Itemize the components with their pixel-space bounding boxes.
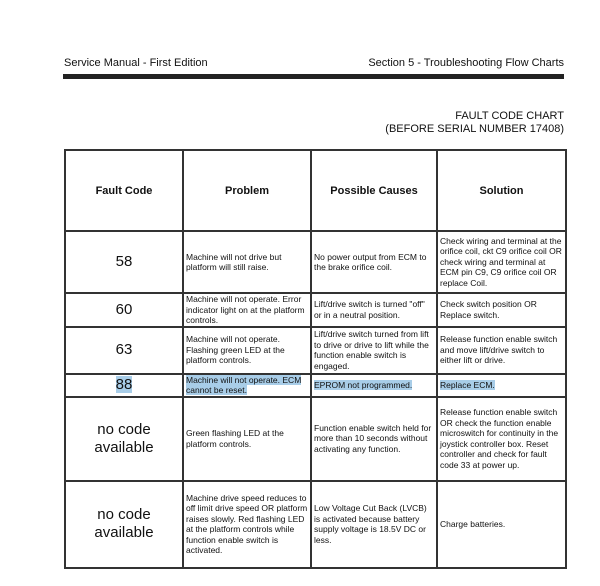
- solution-cell: Check wiring and terminal at the orifice coil, ckt C9 orifice coil OR check wiring and terminal at ECM pin C9, C9 orifice coil OR replace Coil.: [437, 231, 566, 293]
- fault-code-cell: no code available: [65, 397, 183, 481]
- problem-cell: Machine will not operate. Error indicator light on at the platform controls.: [183, 293, 311, 327]
- causes-cell: Lift/drive switch turned from lift to drive or drive to lift while the function enable switch is engaged.: [311, 327, 437, 374]
- causes-cell: Function enable switch held for more than 10 seconds without activating any function.: [311, 397, 437, 481]
- highlighted-code: 88: [115, 376, 133, 393]
- header-possible-causes: Possible Causes: [311, 150, 437, 231]
- solution-cell: [437, 374, 566, 397]
- solution-cell: Check switch position OR Replace switch.: [437, 293, 566, 327]
- fault-code-cell: 58: [65, 231, 183, 293]
- fault-code-table: [64, 149, 567, 569]
- causes-cell: Lift/drive switch is turned "off" or in a neutral position.: [311, 293, 437, 327]
- table-header-row: [65, 150, 566, 231]
- header-fault-code: Fault Code: [65, 150, 183, 231]
- problem-cell: [183, 374, 311, 397]
- problem-cell: Machine will not operate. Flashing green LED at the platform controls.: [183, 327, 311, 374]
- causes-cell: No power output from ECM to the brake orifice coil.: [311, 231, 437, 293]
- header-solution: Solution: [437, 150, 566, 231]
- fault-code-cell: [65, 374, 183, 397]
- fault-code-cell: 60: [65, 293, 183, 327]
- problem-cell: Machine drive speed reduces to off limit drive speed OR platform raises slowly. Red flashing LED at the platform controls while function enable switch is activated.: [183, 481, 311, 568]
- solution-cell: Charge batteries.: [437, 481, 566, 568]
- causes-cell: [311, 374, 437, 397]
- chart-title-line1: FAULT CODE CHART: [455, 110, 564, 122]
- problem-cell: Machine will not drive but platform will still raise.: [183, 231, 311, 293]
- solution-cell: Release function enable switch OR check the function enable microswitch for continuity in the joystick controller box. Reset controller and check for fault code 33 at power up.: [437, 397, 566, 481]
- solution-cell: Release function enable switch and move lift/drive switch to either lift or drive.: [437, 327, 566, 374]
- fault-code-cell: 63: [65, 327, 183, 374]
- problem-cell: Green flashing LED at the platform controls.: [183, 397, 311, 481]
- header-section-title: Section 5 - Troubleshooting Flow Charts: [368, 57, 564, 69]
- table-row-highlighted: [65, 374, 566, 397]
- highlighted-problem: Machine will not operate. ECM cannot be reset.: [186, 374, 302, 395]
- table-row: [65, 231, 566, 293]
- fault-code-cell: no code available: [65, 481, 183, 568]
- highlighted-solution: Replace ECM.: [440, 379, 495, 390]
- header-problem: Problem: [183, 150, 311, 231]
- table-row: [65, 481, 566, 568]
- header-divider: [63, 74, 564, 79]
- highlighted-causes: EPROM not programmed.: [314, 379, 413, 390]
- causes-cell: Low Voltage Cut Back (LVCB) is activated because battery supply voltage is 18.5V DC or less.: [311, 481, 437, 568]
- table-row: [65, 327, 566, 374]
- chart-title: [385, 110, 564, 136]
- table-row: [65, 293, 566, 327]
- header-manual-title: Service Manual - First Edition: [64, 57, 208, 69]
- table-row: [65, 397, 566, 481]
- chart-title-line2: (BEFORE SERIAL NUMBER 17408): [385, 123, 564, 135]
